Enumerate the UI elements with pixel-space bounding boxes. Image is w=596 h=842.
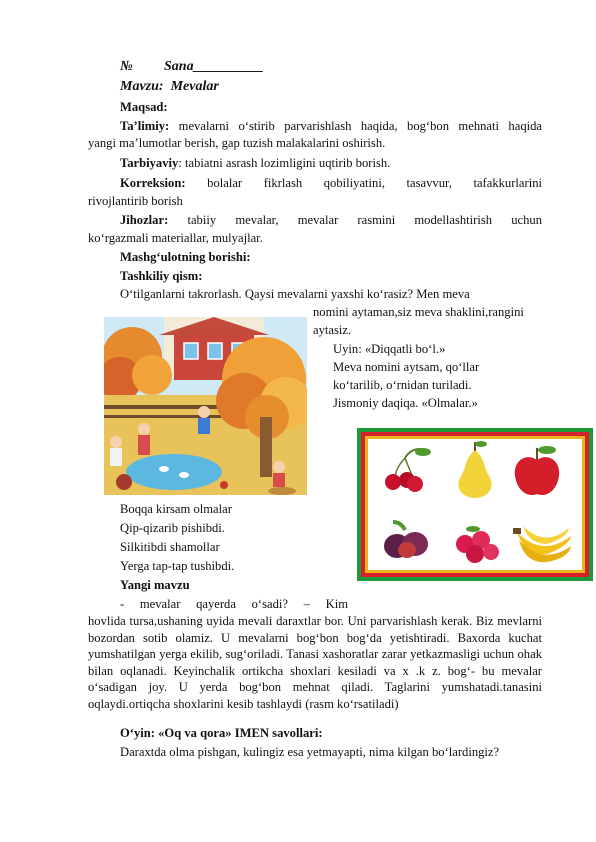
correction-line1 [120, 175, 542, 191]
review-line1: O‘tilganlarni takrorlash. Qaysi mevalarni yaxshi ko‘rasiz? Men meva [120, 287, 470, 301]
review-line2: nomini aytaman,siz meva shaklini,rangini [313, 305, 524, 319]
educational-line1 [120, 118, 542, 134]
new-topic-label: Yangi mavzu [120, 578, 190, 592]
game-line1: Uyin: «Diqqatli bo‘l.» [333, 342, 446, 356]
correction-line2: rivojlantirib borish [88, 194, 183, 208]
fruits-picture [357, 428, 593, 581]
lesson-flow-label: Mashg‘ulotning borishi: [120, 250, 251, 264]
topic-value: Mevalar [170, 79, 219, 94]
game2-label: O‘yin: «Oq va qora» IMEN savollari: [120, 726, 323, 740]
equipment-text1: tabiiy mevalar, mevalar rasmini modellashtirish uchun [187, 213, 542, 227]
date-label: Sana__________ [164, 59, 264, 74]
autumn-garden-illustration [104, 317, 307, 495]
equipment-line1 [120, 212, 542, 228]
correction-text1: bolalar fikrlash qobiliyatini, tasavvur, tafakkurlarini [207, 176, 542, 190]
topic-line [120, 79, 219, 95]
game-line4: Jismoniy daqiqa. «Olmalar.» [333, 396, 478, 410]
new-topic-body: hovlida tursa,ushaning uyida mevali daraxtlar bor. Uni parvarishlash kerak. Biz mevlarni bozordan sotib olamiz. U mevalarni bog‘bon bog‘da yetishtiradi. Baxorda kuchat yumshatilgan yerga ekilib, sug‘oriladi. Tanasi xashoratlar zarar yetkazmasligi uchun ohak bilan oqlanadi. Keyinchalik ortikcha shoxlari kesiladi va x .k z. bog‘- bu mevalar o‘sadigan joy. U yerda bog‘bon mehnat qiladi. Taglarini yumshatadi.tanasini oqlaydi.ortiqcha shoxlarini kesib tashlaydi (rasm ko‘rsatiladi) [88, 614, 542, 711]
topic-label: Mavzu: [120, 79, 164, 94]
poem-line1: Boqqa kirsam olmalar [120, 502, 232, 516]
review-line3: aytasiz. [313, 323, 352, 337]
poem-line2: Qip-qizarib pishibdi. [120, 521, 225, 535]
upbringing-label: Tarbiyaviy [120, 156, 179, 170]
organizational-label: Tashkiliy qism: [120, 269, 203, 283]
upbringing-line [120, 155, 390, 171]
goal-label: Maqsad: [120, 100, 168, 114]
upbringing-text: : tabiatni asrash lozimligini uqtirib borish. [178, 156, 391, 170]
educational-line2: yangi ma’lumotlar berish, gap tuzish malakalarini oshirish. [88, 136, 386, 150]
poem-line4: Yerga tap-tap tushibdi. [120, 559, 235, 573]
correction-label: Korreksion: [120, 176, 186, 190]
poem-line3: Silkitibdi shamollar [120, 540, 220, 554]
equipment-label: Jihozlar: [120, 213, 169, 227]
number-label: № [120, 59, 133, 74]
educational-text1: mevalarni o‘stirib parvarishlash haqida, bog‘bon mehnati haqida [178, 119, 543, 133]
fruits-drawing [357, 428, 593, 581]
educational-label: Ta’limiy: [120, 119, 170, 133]
game-line3: ko‘tarilib, o‘rnidan turiladi. [333, 378, 472, 392]
game2-line1: Daraxtda olma pishgan, kulingiz esa yetmayapti, nima kilgan bo‘lardingiz? [120, 745, 500, 759]
new-topic-line1: - mevalar qayerda o‘sadi? – Kim [120, 597, 348, 611]
game-line2: Meva nomini aytsam, qo‘llar [333, 360, 480, 374]
equipment-line2: ko‘rgazmali materiallar, mulyajlar. [88, 231, 263, 245]
autumn-garden-drawing [104, 317, 307, 495]
